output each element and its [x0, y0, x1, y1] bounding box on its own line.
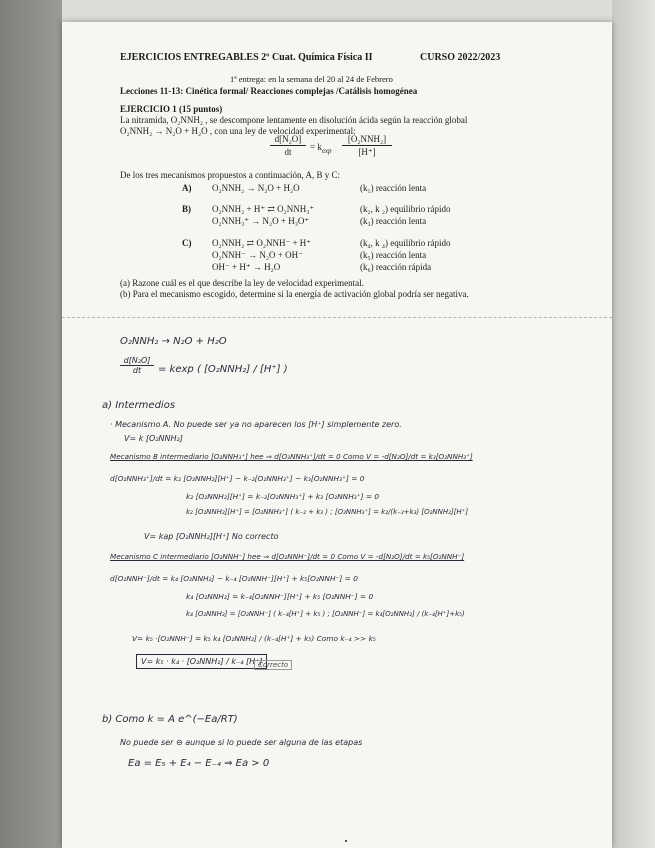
- hw-rate-fraction: [120, 356, 154, 375]
- question-a: (a) Razone cuál es el que describe la ley de velocidad experimental.: [120, 278, 364, 288]
- section-divider: [62, 317, 612, 318]
- exercise-intro-1: La nitramida, O₂NNH₂ , se descompone lentamente en disolución ácida según la reacción global: [120, 115, 468, 125]
- mechanism-b-step-1: O₂NNH₂ + H⁺ ⇄ O₂NNH₃⁺: [212, 204, 315, 214]
- mechanism-b-note-1: (k₂, k ₂) equilibrio rápido: [360, 204, 451, 214]
- scan-edge-left: [0, 0, 62, 848]
- rate-rhs: [342, 134, 392, 158]
- mechanisms-intro: De los tres mecanismos propuestos a continuación, A, B y C:: [120, 170, 340, 180]
- hw-mech-c: Mecanismo C intermediario [O₂NNH⁻] hee ⇒ d[O₂NNH⁻]/dt = 0 Como V = -d[N₂O]/dt = k₅[O₂NNH⁻]: [110, 552, 465, 561]
- mechanism-a-reaction: O₂NNH₂ → N₂O + H₂O: [212, 183, 300, 193]
- lessons-line: Lecciones 11-13: Cinética formal/ Reacciones complejas /Catálisis homogénea: [120, 86, 418, 96]
- hw-part-b: b) Como k = A e^(−Ea/RT): [102, 714, 238, 725]
- rate-rhs-numerator: [O₂NNH₂]: [347, 134, 387, 144]
- hw-boxed-result: V= k₅ · k₄ · [O₂NNH₂] / k₋₄ [H⁺]: [136, 654, 267, 669]
- mechanism-b-step-2: O₂NNH₃⁺ → N₂O + H₃O⁺: [212, 216, 310, 226]
- rate-equals: = k: [310, 142, 322, 152]
- hw-mech-c-step-4: k₄ [O₂NNH₂] = [O₂NNH⁻] ( k₋₄[H⁺] + k₅ ) ; [O₂NNH⁻] = k₄[O₂NNH₂] / (k₋₄[H⁺]+k₅): [186, 610, 465, 618]
- hw-mech-a: · Mecanismo A. No puede ser ya no aparecen los [H⁺] simplemente zero.: [110, 420, 402, 429]
- hw-part-b-explanation: No puede ser ⊖ aunque si lo puede ser alguna de las etapas: [120, 738, 363, 747]
- mechanism-b-label: B): [182, 204, 191, 214]
- rate-lhs-numerator: d[N₂O]: [274, 134, 302, 144]
- hw-mech-b-step-3: k₂ [O₂NNH₂][H⁺] = k₋₂[O₂NNH₃⁺] + k₃ [O₂NNH₃⁺] = 0: [186, 492, 380, 501]
- hw-part-b-activation: Ea = E₅ + E₄ − E₋₄ ⇒ Ea > 0: [128, 758, 270, 769]
- hw-mech-c-rate: V= k₅ ·[O₂NNH⁻] = k₅ k₄ [O₂NNH₂] / (k₋₄[H⁺] + k₅) Como k₋₄ >> k₅: [132, 634, 376, 643]
- course-year: CURSO 2022/2023: [420, 52, 501, 63]
- hw-rate-law: = kexp ( [O₂NNH₂] / [H⁺] ): [158, 364, 288, 375]
- rate-subscript: exp: [321, 146, 332, 155]
- hw-mech-c-step-3: k₄ [O₂NNH₂] = k₋₄[O₂NNH⁻][H⁺] + k₅ [O₂NNH⁻] = 0: [186, 592, 374, 601]
- exam-sheet: [62, 22, 612, 848]
- mechanism-c-note-1: (k₄, k ₄) equilibrio rápido: [360, 238, 451, 248]
- rate-lhs: [270, 134, 306, 157]
- mechanism-a-label: A): [182, 183, 192, 193]
- rate-lhs-denominator: dt: [284, 147, 292, 157]
- mechanism-c-step-2: O₂NNH⁻ → N₂O + OH⁻: [212, 250, 303, 260]
- scan-edge-right: [612, 0, 655, 848]
- hw-mech-b-balance: d[O₂NNH₃⁺]/dt = k₂ [O₂NNH₂][H⁺] − k₋₂[O₂NNH₃⁺] − k₃[O₂NNH₃⁺] = 0: [110, 474, 365, 483]
- page-mark: [345, 840, 347, 842]
- mechanism-c-note-2: (k₅) reacción lenta: [360, 250, 427, 260]
- hw-mech-a-rate: V= k [O₂NNH₂]: [124, 434, 183, 443]
- hw-mech-c-balance: d[O₂NNH⁻]/dt = k₄ [O₂NNH₂] − k₋₄ [O₂NNH⁻][H⁺] + k₅[O₂NNH⁻] = 0: [110, 574, 358, 583]
- hw-global-reaction: O₂NNH₂ → N₂O + H₂O: [120, 336, 227, 347]
- mechanism-c-note-3: (k₆) reacción rápida: [360, 262, 432, 272]
- mechanism-c-step-3: OH⁻ + H⁺ → H₂O: [212, 262, 281, 272]
- hw-mech-b-step-4: k₂ [O₂NNH₂][H⁺] = [O₂NNH₃⁺] ( k₋₂ + k₃ ) ; [O₂NNH₃⁺] = k₂/(k₋₂+k₃) [O₂NNH₂][H⁺]: [186, 508, 469, 516]
- sheet-title: EJERCICIOS ENTREGABLES 2º Cuat. Química Física II: [120, 52, 373, 63]
- hw-part-a-label: a) Intermedios: [102, 400, 176, 411]
- question-b: (b) Para el mecanismo escogido, determine si la energía de activación global podría ser negativa.: [120, 289, 469, 299]
- hw-rate-num: d[N₂O]: [123, 356, 151, 365]
- hw-correct-tag: Correcto: [254, 660, 292, 670]
- scan-edge-top: [62, 0, 612, 22]
- delivery-dates: 1ª entrega: en la semana del 20 al 24 de Febrero: [230, 74, 393, 84]
- mechanism-a-note: (k₁) reacción lenta: [360, 183, 427, 193]
- hw-mech-b-conclusion: V= kap [O₂NNH₂][H⁺] No correcto: [144, 532, 279, 541]
- rate-constant: [310, 142, 332, 155]
- exercise-heading: EJERCICIO 1 (15 puntos): [120, 104, 223, 114]
- exercise-intro-2: O₂NNH₂ → N₂O + H₂O , con una ley de velocidad experimental:: [120, 126, 356, 136]
- mechanism-b-note-2: (k₃) reacción lenta: [360, 216, 427, 226]
- hw-rate-den: dt: [132, 366, 142, 375]
- mechanism-c-label: C): [182, 238, 192, 248]
- hw-mech-b: Mecanismo B intermediario [O₂NNH₃⁺] hee ⇒ d[O₂NNH₃⁺]/dt = 0 Como V = -d[N₂O]/dt = k₃[O₂NNH₃⁺]: [110, 452, 473, 461]
- rate-rhs-denominator: [H⁺]: [358, 147, 376, 157]
- mechanism-c-step-1: O₂NNH₂ ⇄ O₂NNH⁻ + H⁺: [212, 238, 312, 248]
